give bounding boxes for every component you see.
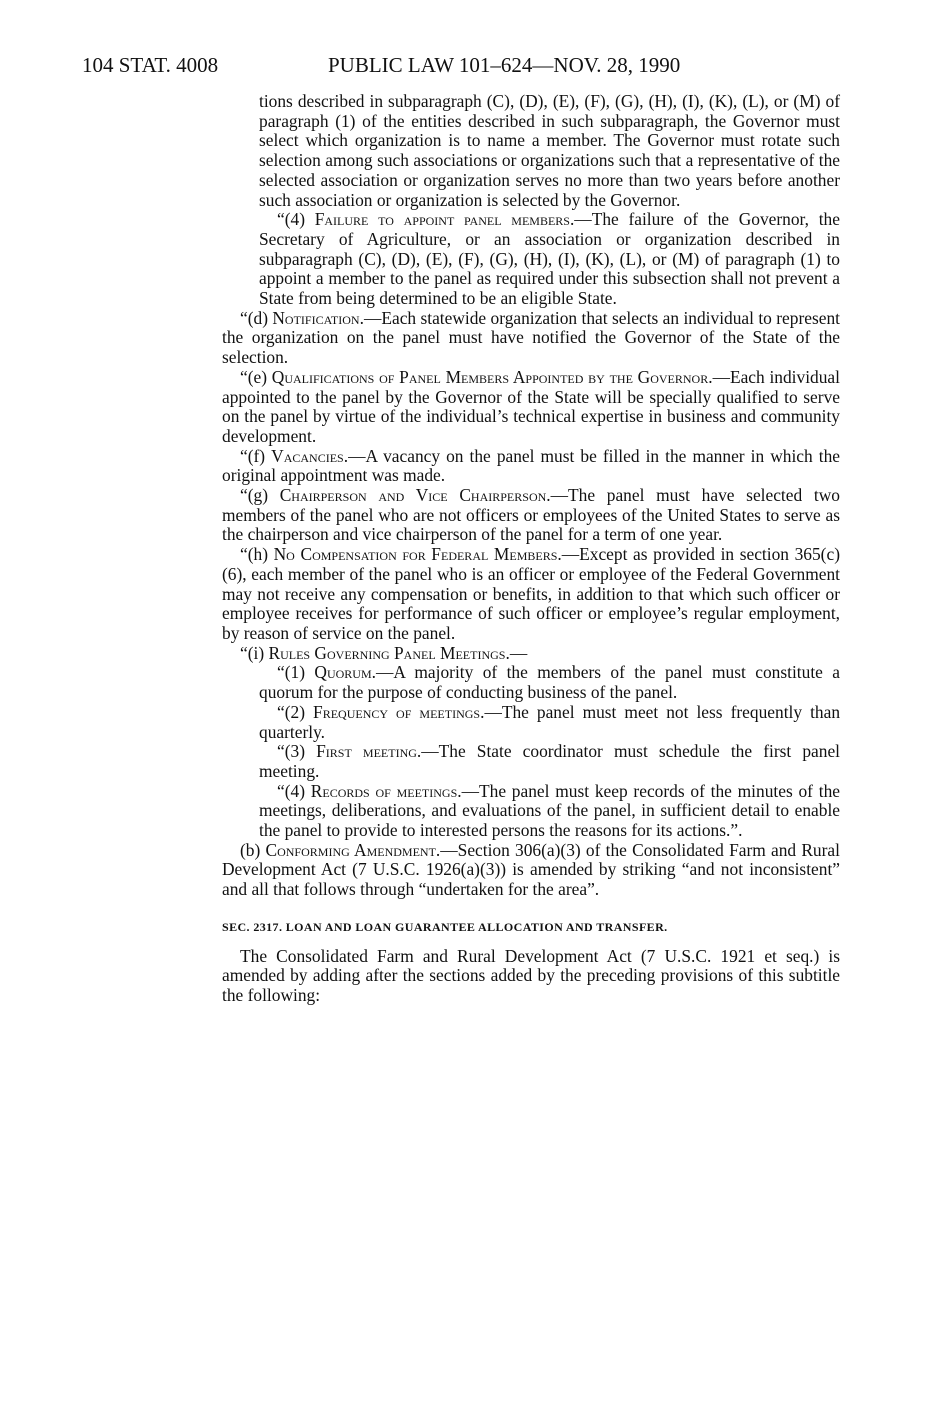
subsection-i-number: “(i) xyxy=(240,642,269,663)
paragraph-i2-heading: Frequency of meetings xyxy=(313,701,481,722)
subsection-e-text: .—Each individual appointed to the panel by the Governor of the State will be specially qualified to serve on the panel by virtue of the individual’s technical expertise in business and community development. xyxy=(222,366,840,446)
subsection-b-heading: Conforming Amendment xyxy=(265,839,436,860)
subsection-f-number: “(f) xyxy=(240,445,272,466)
paragraph-i1-number: “(1) xyxy=(277,662,315,683)
subsection-f xyxy=(222,447,840,486)
subsection-b-text: .—Section 306(a)(3) of the Consolidated Farm and Rural Development Act (7 U.S.C. 1926(a)(3)) is amended by striking “and not inconsistent” and all that follows through “undertaken for the area”. xyxy=(222,839,840,900)
subsection-d-number: “(d) xyxy=(240,307,273,328)
paragraph-i2-text: .—The panel must meet not less frequently than quarterly. xyxy=(259,701,841,742)
section-body: The Consolidated Farm and Rural Development Act (7 U.S.C. 1921 et seq.) is amended by adding after the sections added by the preceding provisions of this subtitle the following: xyxy=(222,945,840,1005)
paragraph-i3-heading: First meeting xyxy=(316,741,417,762)
subsection-i-text: .— xyxy=(505,642,528,663)
paragraph-c4 xyxy=(222,210,840,309)
subsection-h-number: “(h) xyxy=(240,544,274,565)
paragraph-c4-heading: Failure to appoint panel members xyxy=(314,209,570,230)
subsection-g-heading: Chairperson and Vice Chairperson xyxy=(279,485,547,506)
subsection-e-heading: Qualifications of Panel Members Appointed by the Governor xyxy=(271,366,709,387)
paragraph-i1-text: .—A majority of the members of the panel must constitute a quorum for the purpose of conducting business of the panel. xyxy=(259,662,840,703)
stat-page-number: 104 STAT. 4008 xyxy=(82,53,219,77)
subsection-h xyxy=(222,545,840,644)
subsection-d-text: .—Each statewide organization that selects an individual to represent the organization on the panel must have notified the Governor of the State of the selection. xyxy=(222,307,840,368)
subsection-b-number: (b) xyxy=(240,839,266,860)
paragraph-c4-number: “(4) xyxy=(277,209,315,230)
subsection-h-text: .—Except as provided in section 365(c)(6), each member of the panel who is an officer or employee of the Federal Government may not receive any compensation or benefits, in addition to that which such officer or employee receives for performance of such officer or employee’s regular employment, by reason of service on the panel. xyxy=(222,544,840,643)
subsection-e xyxy=(222,368,840,447)
paragraph-i2 xyxy=(222,703,840,742)
subsection-e-number: “(e) xyxy=(240,366,272,387)
paragraph-i2-number: “(2) xyxy=(277,701,314,722)
public-law-title: PUBLIC LAW 101–624—NOV. 28, 1990 xyxy=(328,53,681,77)
paragraph-i4-heading: Records of meetings xyxy=(310,780,458,801)
paragraph-i1-heading: Quorum xyxy=(314,662,372,683)
subsection-f-heading: Vacancies xyxy=(271,445,344,466)
paragraph-i3-text: .—The State coordinator must schedule the first panel meeting. xyxy=(259,741,840,781)
paragraph-i4 xyxy=(222,782,840,841)
paragraph-i4-number: “(4) xyxy=(277,780,311,801)
subsection-d xyxy=(222,309,840,368)
subsection-g-text: .—The panel must have selected two members of the panel who are not officers or employees of the United States to serve as the chairperson and vice chairperson of the panel for a term of one year. xyxy=(222,485,840,545)
document-body xyxy=(222,92,840,1006)
section-heading: SEC. 2317. LOAN AND LOAN GUARANTEE ALLOCATION AND TRANSFER. xyxy=(222,919,668,934)
subsection-i-heading: Rules Governing Panel Meetings xyxy=(268,642,506,663)
subsection-d-heading: Notification xyxy=(272,307,360,328)
subsection-g xyxy=(222,486,840,545)
subsection-i xyxy=(222,644,840,664)
paragraph-continuation: tions described in subparagraph (C), (D), (E), (F), (G), (H), (I), (K), (L), or (M) of paragraph (1) of the entities described in such subparagraph, the Governor must select which organization is to name a member. The Governor must rotate such selection among such associations or organizations such that a representative of the selected association or organization serves no more than two years before another such association or organization is selected by the Governor. xyxy=(259,91,840,210)
paragraph-i1 xyxy=(222,663,840,702)
subsection-g-number: “(g) xyxy=(240,485,280,506)
paragraph-i3-number: “(3) xyxy=(277,741,317,762)
subsection-h-heading: No Compensation for Federal Members xyxy=(273,544,558,565)
subsection-b xyxy=(222,841,840,900)
subsection-f-text: .—A vacancy on the panel must be filled in the manner in which the original appointment was made. xyxy=(222,445,840,486)
paragraph-i4-text: .—The panel must keep records of the minutes of the meetings, deliberations, and evaluations of the panel, in sufficient detail to enable the panel to provide to interested persons the reasons for its actions.”. xyxy=(259,780,840,841)
paragraph-c4-text: .—The failure of the Governor, the Secretary of Agriculture, or an association or organization described in subparagraph (C), (D), (E), (F), (G), (H), (I), (K), (L), or (M) of paragraph (1) to appoint a member to the panel as required under this subsection shall not prevent a State from being determined to be an eligible State. xyxy=(259,209,840,309)
paragraph-i3 xyxy=(222,742,840,781)
